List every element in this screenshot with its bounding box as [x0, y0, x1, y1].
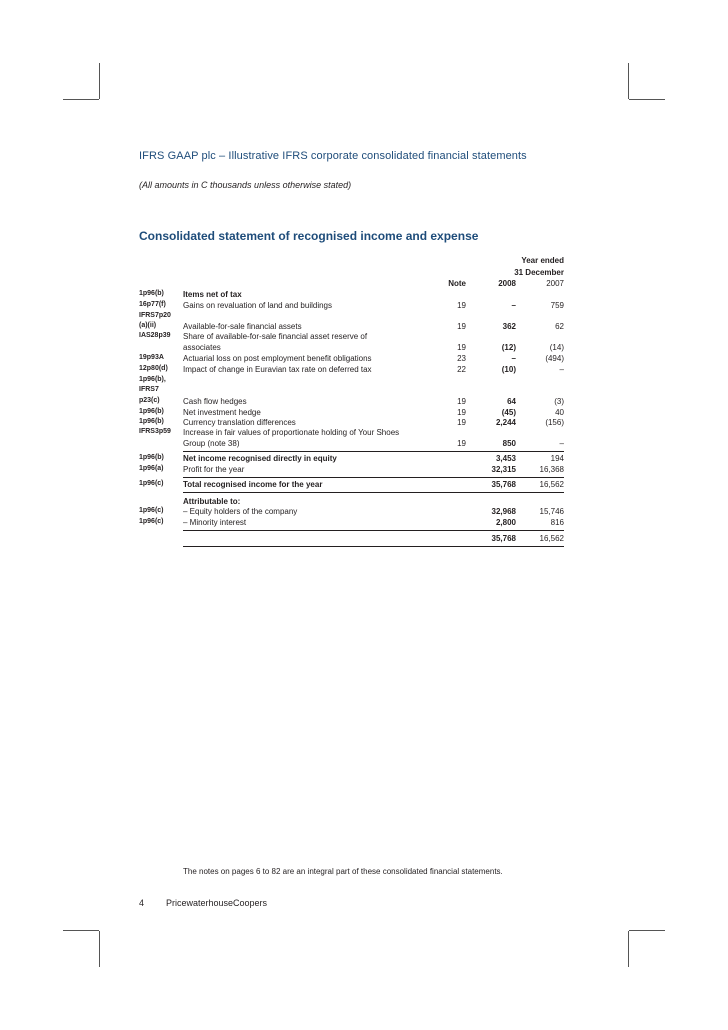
row-reference: 19p93A	[139, 354, 164, 361]
row-label: Gains on revaluation of land and buildings	[183, 301, 332, 310]
row-note: 19	[457, 301, 466, 310]
row-label: Available-for-sale financial assets	[183, 322, 302, 331]
crop-mark	[629, 930, 665, 931]
row-reference: IFRS7p20	[139, 312, 171, 319]
row-reference: p23(c)	[139, 397, 160, 404]
row-value-2008: (45)	[501, 408, 516, 417]
table-row	[139, 465, 564, 476]
row-reference: 1p96(b)	[139, 418, 164, 425]
row-label: Currency translation differences	[183, 418, 296, 427]
row-value-2008: –	[511, 354, 516, 363]
col-head-2008: 2008	[498, 279, 516, 288]
row-note: 22	[457, 365, 466, 374]
row-reference: 1p96(b)	[139, 408, 164, 415]
document-header-title: IFRS GAAP plc – Illustrative IFRS corporate consolidated financial statements	[139, 150, 527, 162]
row-value-2008: 35,768	[491, 534, 516, 543]
table-row	[139, 354, 564, 365]
row-value-2007: 16,562	[539, 534, 564, 543]
row-reference: 1p96(b)	[139, 290, 164, 297]
table-row	[139, 343, 564, 354]
row-note: 19	[457, 418, 466, 427]
row-reference: 1p96(b),	[139, 376, 166, 383]
row-value-2007: 16,562	[539, 480, 564, 489]
crop-mark	[99, 931, 100, 967]
row-value-2008: 35,768	[491, 480, 516, 489]
row-value-2008: 362	[502, 322, 516, 331]
table-row	[139, 290, 564, 301]
row-label: Profit for the year	[183, 465, 245, 474]
row-value-2007: 62	[555, 322, 564, 331]
col-head-year-ended: Year ended	[521, 256, 564, 265]
row-value-2007: 16,368	[539, 465, 564, 474]
crop-mark	[628, 63, 629, 99]
row-value-2008: 850	[502, 439, 516, 448]
table-row	[139, 518, 564, 529]
row-value-2007: (3)	[554, 397, 564, 406]
row-label: associates	[183, 343, 221, 352]
row-value-2007: 15,746	[539, 507, 564, 516]
row-note: 19	[457, 322, 466, 331]
firm-name: PricewaterhouseCoopers	[166, 898, 268, 908]
section-title: Consolidated statement of recognised income and expense	[139, 229, 479, 243]
table-row	[139, 507, 564, 518]
col-head-note: Note	[448, 279, 466, 288]
row-note: 19	[457, 408, 466, 417]
row-reference: 16p77(f)	[139, 301, 166, 308]
row-reference: (a)(ii)	[139, 322, 157, 329]
crop-mark	[63, 99, 99, 100]
table-row	[139, 454, 564, 465]
document-header-subtitle: (All amounts in C thousands unless otherwise stated)	[139, 180, 352, 190]
crop-mark	[628, 931, 629, 967]
table-row	[139, 365, 564, 376]
crop-mark	[99, 63, 100, 99]
table-row	[139, 301, 564, 312]
row-value-2008: (10)	[501, 365, 516, 374]
row-value-2007: (494)	[545, 354, 564, 363]
row-value-2007: 194	[550, 454, 564, 463]
row-value-2007: (156)	[545, 418, 564, 427]
row-label: – Minority interest	[183, 518, 247, 527]
row-label: Items net of tax	[183, 290, 242, 299]
row-value-2007: 816	[550, 518, 564, 527]
row-reference: 1p96(a)	[139, 465, 164, 472]
row-label: Net income recognised directly in equity	[183, 454, 337, 463]
row-label: Cash flow hedges	[183, 397, 247, 406]
row-value-2007: 759	[550, 301, 564, 310]
row-value-2008: 3,453	[495, 454, 516, 463]
row-label: Total recognised income for the year	[183, 480, 323, 489]
footnote: The notes on pages 6 to 82 are an integral part of these consolidated financial statements.	[183, 867, 503, 876]
row-label: Actuarial loss on post employment benefit obligations	[183, 354, 372, 363]
row-value-2008: (12)	[501, 343, 516, 352]
row-reference: 1p96(b)	[139, 454, 164, 461]
table-row	[139, 397, 564, 408]
row-reference: IFRS3p59	[139, 428, 171, 435]
row-note: 19	[457, 397, 466, 406]
divider-rule	[183, 477, 564, 478]
row-label: Increase in fair values of proportionate holding of Your Shoes	[183, 428, 400, 437]
page-number: 4	[139, 898, 145, 908]
row-note: 23	[457, 354, 466, 363]
divider-rule	[183, 451, 564, 452]
row-note: 19	[457, 343, 466, 352]
row-reference: 1p96(c)	[139, 507, 164, 514]
table-row	[139, 439, 564, 450]
row-value-2008: 64	[507, 397, 516, 406]
row-value-2008: 2,244	[495, 418, 516, 427]
table-row	[139, 386, 564, 397]
row-label: Impact of change in Euravian tax rate on deferred tax	[183, 365, 372, 374]
row-reference: 12p80(d)	[139, 365, 168, 372]
row-label: Group (note 38)	[183, 439, 240, 448]
row-reference: 1p96(c)	[139, 480, 164, 487]
row-note: 19	[457, 439, 466, 448]
col-head-2007: 2007	[546, 279, 564, 288]
row-label: Share of available-for-sale financial asset reserve of	[183, 332, 368, 341]
divider-rule	[183, 492, 564, 493]
crop-mark	[629, 99, 665, 100]
row-value-2008: 32,315	[491, 465, 516, 474]
row-value-2007: 40	[555, 408, 564, 417]
row-reference: IAS28p39	[139, 332, 171, 339]
table-row-total	[139, 534, 564, 545]
row-value-2007: –	[559, 439, 564, 448]
divider-rule	[183, 530, 564, 531]
divider-rule	[183, 546, 564, 547]
table-row	[139, 428, 564, 439]
row-value-2008: 32,968	[491, 507, 516, 516]
row-reference: 1p96(c)	[139, 518, 164, 525]
table-row	[139, 480, 564, 491]
table-row	[139, 332, 564, 343]
row-reference: IFRS7	[139, 386, 159, 393]
row-label: – Equity holders of the company	[183, 507, 298, 516]
row-value-2008: –	[511, 301, 516, 310]
row-value-2007: (14)	[549, 343, 564, 352]
row-value-2007: –	[559, 365, 564, 374]
row-label: Attributable to:	[183, 497, 241, 506]
col-head-date: 31 December	[514, 268, 564, 277]
row-value-2008: 2,800	[495, 518, 516, 527]
crop-mark	[63, 930, 99, 931]
row-label: Net investment hedge	[183, 408, 261, 417]
